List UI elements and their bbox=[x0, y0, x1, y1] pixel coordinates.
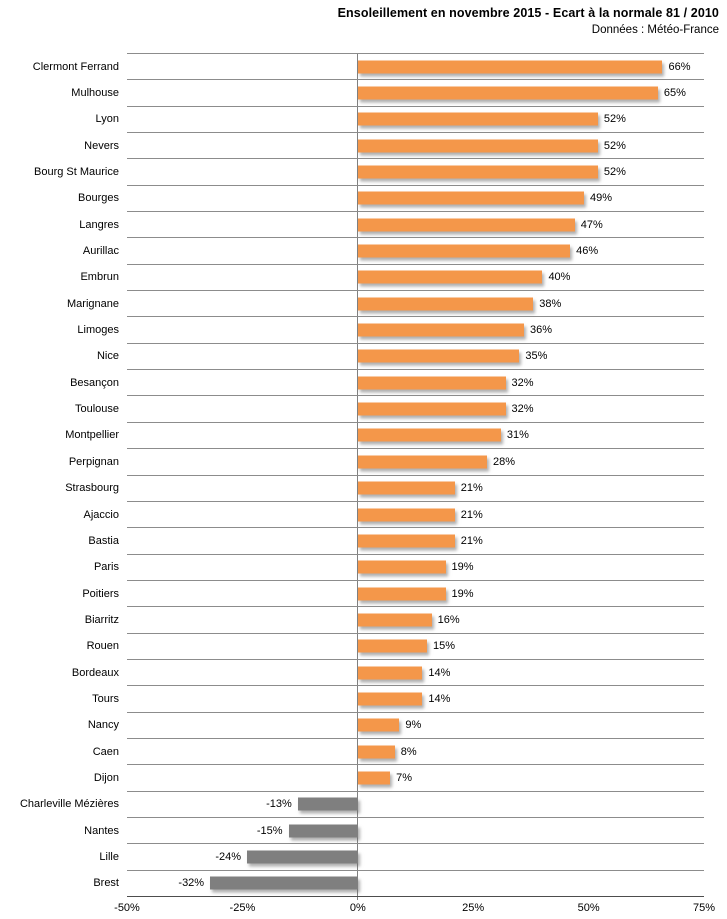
value-label: -13% bbox=[266, 798, 292, 811]
bar-row bbox=[74, 395, 704, 421]
category-label: Lyon bbox=[95, 113, 119, 126]
bar-row bbox=[93, 870, 704, 896]
bar-row bbox=[80, 264, 704, 290]
positive-bar bbox=[358, 719, 400, 732]
category-label: Tours bbox=[92, 692, 119, 705]
value-label: -32% bbox=[178, 877, 205, 890]
positive-bar bbox=[358, 218, 575, 231]
value-label: -15% bbox=[256, 824, 283, 837]
bar-row bbox=[79, 211, 704, 237]
category-label: Caen bbox=[92, 745, 119, 758]
value-label: 36% bbox=[529, 324, 552, 337]
category-label: Paris bbox=[93, 561, 119, 574]
positive-bar bbox=[358, 534, 455, 547]
x-axis-tick-label: 0% bbox=[349, 902, 366, 914]
bar-row bbox=[92, 738, 704, 764]
category-label: Marignane bbox=[67, 297, 119, 310]
category-label: Ajaccio bbox=[83, 508, 119, 521]
positive-bar bbox=[358, 745, 395, 758]
value-label: 8% bbox=[400, 745, 417, 758]
positive-bar bbox=[358, 640, 427, 653]
category-label: Montpellier bbox=[65, 429, 119, 442]
value-label: 7% bbox=[396, 771, 413, 784]
positive-bar bbox=[358, 245, 570, 258]
positive-bar bbox=[358, 376, 506, 389]
value-label: 19% bbox=[451, 561, 474, 574]
negative-bar bbox=[210, 877, 358, 890]
category-label: Bastia bbox=[88, 534, 119, 547]
value-label: 14% bbox=[428, 666, 451, 679]
positive-bar bbox=[358, 324, 524, 337]
category-label: Poitiers bbox=[82, 587, 119, 600]
value-label: 21% bbox=[460, 508, 483, 521]
category-label: Bourges bbox=[78, 192, 119, 205]
bar-row bbox=[68, 448, 704, 474]
value-label: 35% bbox=[525, 350, 548, 363]
positive-bar bbox=[358, 613, 432, 626]
value-label: 52% bbox=[603, 166, 626, 179]
chart-header bbox=[338, 6, 719, 37]
positive-bar bbox=[358, 166, 598, 179]
x-axis-tick-label: -25% bbox=[229, 902, 256, 914]
positive-bar bbox=[358, 403, 506, 416]
value-label: 47% bbox=[580, 218, 603, 231]
bar-row bbox=[92, 685, 704, 711]
bar-row bbox=[84, 132, 704, 158]
category-label: Aurillac bbox=[82, 245, 119, 258]
value-label: 32% bbox=[511, 403, 534, 416]
bar-row bbox=[93, 764, 704, 790]
category-label: Nantes bbox=[84, 824, 119, 837]
category-label: Charleville Mézières bbox=[19, 798, 119, 811]
positive-bar bbox=[358, 666, 423, 679]
bar-row bbox=[71, 79, 704, 105]
category-label: Clermont Ferrand bbox=[32, 60, 119, 73]
category-label: Bordeaux bbox=[71, 666, 119, 679]
value-label: 14% bbox=[428, 692, 451, 705]
bar-row bbox=[70, 369, 704, 395]
bar-row bbox=[84, 817, 704, 843]
negative-bar bbox=[298, 798, 358, 811]
negative-bar bbox=[247, 850, 358, 863]
category-label: Nancy bbox=[87, 719, 119, 732]
positive-bar bbox=[358, 60, 663, 73]
bar-row bbox=[84, 606, 704, 632]
bar-row bbox=[82, 580, 704, 606]
positive-bar bbox=[358, 455, 487, 468]
value-label: 46% bbox=[576, 245, 599, 258]
bar-row bbox=[77, 316, 704, 342]
category-label: Bourg St Maurice bbox=[34, 166, 119, 179]
x-axis-tick-label: 50% bbox=[577, 902, 600, 914]
bar-row bbox=[78, 185, 704, 211]
category-label: Brest bbox=[93, 877, 119, 890]
value-label: 31% bbox=[506, 429, 529, 442]
value-label: 38% bbox=[539, 297, 562, 310]
plot-area bbox=[19, 53, 716, 914]
bar-row bbox=[19, 791, 704, 817]
positive-bar bbox=[358, 139, 598, 152]
value-label: 52% bbox=[603, 139, 626, 152]
bar-row bbox=[34, 158, 704, 184]
positive-bar bbox=[358, 429, 501, 442]
x-axis-tick-label: 75% bbox=[692, 902, 716, 914]
bar-row bbox=[93, 554, 704, 580]
x-axis-line bbox=[127, 896, 704, 897]
chart-subtitle: Données : Météo-France bbox=[591, 23, 719, 36]
bar-row bbox=[99, 843, 704, 869]
bar-row bbox=[87, 712, 704, 738]
value-label: 52% bbox=[603, 113, 626, 126]
category-label: Dijon bbox=[93, 771, 119, 784]
bar-rows bbox=[19, 53, 704, 896]
bar-row bbox=[95, 106, 704, 132]
bar-row bbox=[96, 343, 704, 369]
value-label: 49% bbox=[589, 192, 612, 205]
positive-bar bbox=[358, 587, 446, 600]
category-label: Embrun bbox=[80, 271, 119, 284]
value-label: 32% bbox=[511, 376, 534, 389]
category-label: Strasbourg bbox=[65, 482, 119, 495]
category-label: Lille bbox=[99, 850, 119, 863]
value-label: 21% bbox=[460, 482, 483, 495]
positive-bar bbox=[358, 350, 520, 363]
positive-bar bbox=[358, 561, 446, 574]
value-label: 65% bbox=[663, 87, 686, 100]
value-label: 40% bbox=[548, 271, 571, 284]
value-label: 28% bbox=[493, 455, 516, 468]
bar-row bbox=[67, 290, 704, 316]
category-label: Nevers bbox=[84, 139, 119, 152]
category-label: Toulouse bbox=[74, 403, 119, 416]
category-label: Rouen bbox=[86, 640, 119, 653]
bar-row bbox=[82, 237, 704, 263]
x-axis-tick-label: 25% bbox=[462, 902, 485, 914]
value-label: 9% bbox=[405, 719, 422, 732]
positive-bar bbox=[358, 482, 455, 495]
positive-bar bbox=[358, 692, 423, 705]
bar-row bbox=[65, 475, 704, 501]
category-label: Biarritz bbox=[84, 613, 119, 626]
value-label: 15% bbox=[433, 640, 456, 653]
category-label: Mulhouse bbox=[71, 87, 119, 100]
bar-row bbox=[83, 501, 704, 527]
positive-bar bbox=[358, 508, 455, 521]
bar-row bbox=[71, 659, 704, 685]
category-label: Langres bbox=[79, 218, 119, 231]
x-axis-tick-label: -50% bbox=[114, 902, 140, 914]
positive-bar bbox=[358, 771, 390, 784]
value-label: 21% bbox=[460, 534, 483, 547]
bar-row bbox=[65, 422, 704, 448]
value-label: 19% bbox=[451, 587, 474, 600]
positive-bar bbox=[358, 271, 543, 284]
bar-row bbox=[86, 633, 704, 659]
positive-bar bbox=[358, 87, 658, 100]
category-label: Limoges bbox=[77, 324, 119, 337]
value-label: -24% bbox=[215, 850, 242, 863]
positive-bar bbox=[358, 192, 584, 205]
category-label: Nice bbox=[96, 350, 119, 363]
positive-bar bbox=[358, 113, 598, 126]
negative-bar bbox=[289, 824, 358, 837]
category-label: Perpignan bbox=[68, 455, 119, 468]
positive-bar bbox=[358, 297, 533, 310]
chart-title: Ensoleillement en novembre 2015 - Ecart à la normale 81 / 2010 bbox=[337, 6, 719, 20]
value-label: 66% bbox=[668, 60, 691, 73]
value-label: 16% bbox=[437, 613, 460, 626]
bar-row bbox=[88, 527, 704, 553]
bar-row bbox=[32, 53, 704, 79]
category-label: Besançon bbox=[70, 376, 119, 389]
